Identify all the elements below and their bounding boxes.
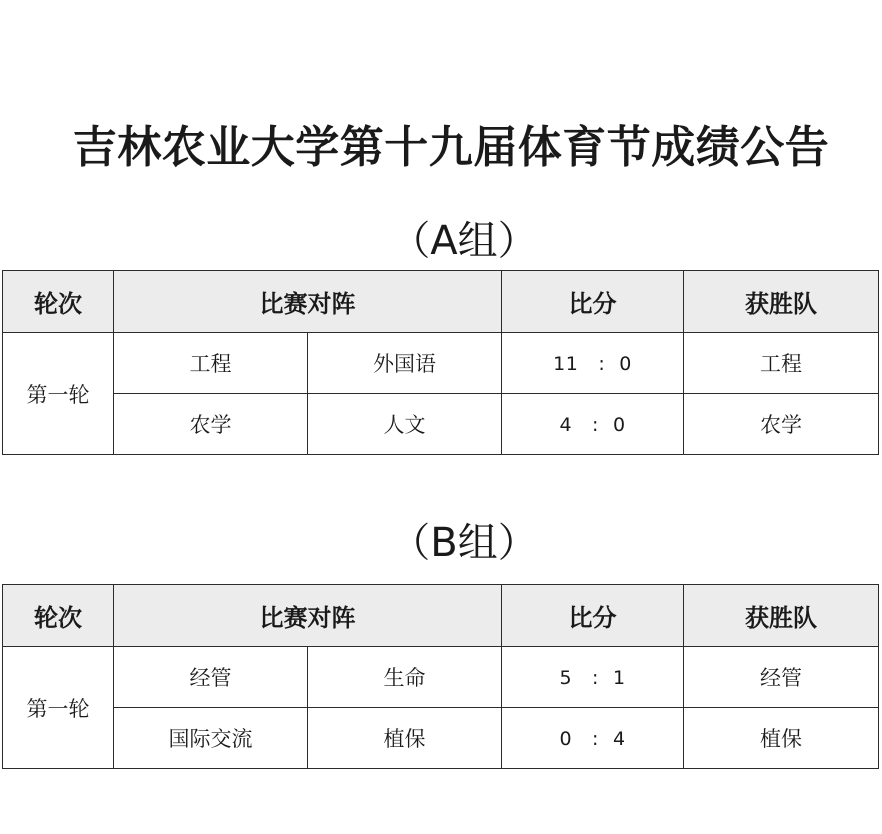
team1-cell: 工程: [114, 333, 308, 394]
score: [553, 353, 632, 375]
team2-cell: 人文: [308, 394, 502, 455]
score-separator: :: [598, 353, 606, 375]
score-away: 4: [612, 728, 626, 750]
score-cell: [502, 708, 684, 769]
team2-cell: 外国语: [308, 333, 502, 394]
winner-cell: 植保: [684, 708, 879, 769]
score-separator: :: [592, 414, 599, 436]
score-away: 1: [612, 667, 626, 689]
winner-cell: 工程: [684, 333, 879, 394]
header-round: 轮次: [3, 585, 114, 647]
round-cell: 第一轮: [3, 647, 114, 769]
score-home: 11: [553, 353, 579, 375]
round-cell: 第一轮: [3, 333, 114, 455]
score-away: 0: [619, 353, 632, 375]
header-score: 比分: [502, 271, 684, 333]
team1-cell: 经管: [114, 647, 308, 708]
score-separator: :: [592, 667, 599, 689]
score: [559, 414, 625, 436]
table-row: [3, 647, 879, 708]
team1-cell: 农学: [114, 394, 308, 455]
header-matchup: 比赛对阵: [114, 271, 502, 333]
table-row: [3, 708, 879, 769]
announcement-title: 吉林农业大学第十九届体育节成绩公告: [72, 122, 830, 173]
table-row: [3, 394, 879, 455]
header-matchup: 比赛对阵: [114, 585, 502, 647]
group-a-heading: （A组）: [390, 218, 538, 264]
group-a-results-table: [2, 270, 879, 455]
score-cell: [502, 647, 684, 708]
team2-cell: 生命: [308, 647, 502, 708]
score-home: 5: [559, 667, 573, 689]
group-b-heading: （B组）: [390, 520, 538, 566]
header-winner: 获胜队: [684, 585, 879, 647]
score-cell: [502, 394, 684, 455]
header-score: 比分: [502, 585, 684, 647]
table-header-row: [3, 271, 879, 333]
score: [559, 667, 625, 689]
header-winner: 获胜队: [684, 271, 879, 333]
team1-cell: 国际交流: [114, 708, 308, 769]
score: [559, 728, 625, 750]
score-home: 0: [559, 728, 573, 750]
table-row: [3, 333, 879, 394]
table-header-row: [3, 585, 879, 647]
group-b-results-table: [2, 584, 879, 769]
score-separator: :: [592, 728, 599, 750]
winner-cell: 经管: [684, 647, 879, 708]
team2-cell: 植保: [308, 708, 502, 769]
winner-cell: 农学: [684, 394, 879, 455]
header-round: 轮次: [3, 271, 114, 333]
score-cell: [502, 333, 684, 394]
score-home: 4: [559, 414, 573, 436]
score-away: 0: [612, 414, 626, 436]
